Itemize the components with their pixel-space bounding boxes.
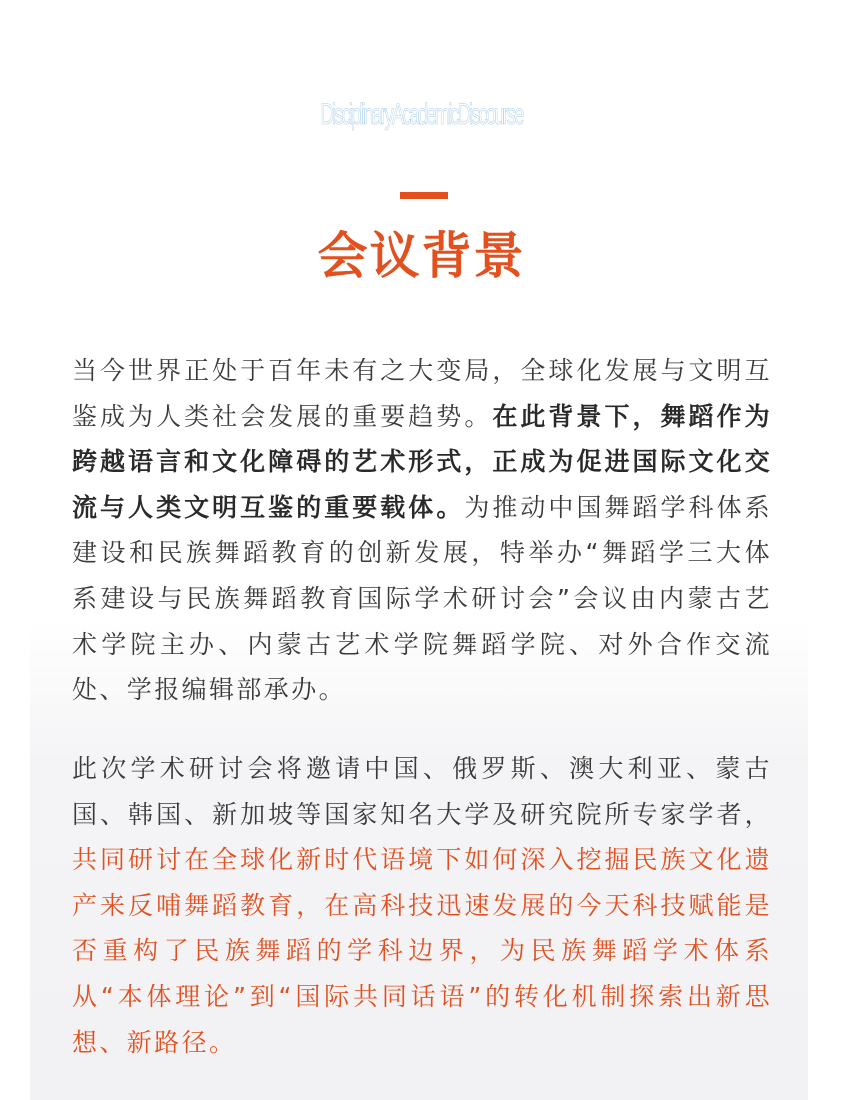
title-accent-bar: [400, 192, 448, 199]
paragraph-1-rest: 为推动中国舞蹈学科体系建设和民族舞蹈教育的创新发展，特举办“舞蹈学三大体系建设与民族舞蹈教育国际学术研讨会”会议由内蒙古艺术学院主办、内蒙古艺术学院舞蹈学院、对外合作交流处、学报编辑部承办。: [72, 492, 772, 705]
section-title: 会议背景: [317, 227, 526, 285]
paragraph-1-intro: 当今世界正处于百年未有之大变局，全球化发展与文明互鉴成为人类社会发展的重要趋势。: [72, 356, 772, 431]
paragraph-1-bold: 在此背景下，舞蹈作为跨越语言和文化障碍的艺术形式，正成为促进国际文化交流与人类文明互鉴的重要载体。: [72, 401, 772, 522]
paragraph-2-intro: 此次学术研讨会将邀请中国、俄罗斯、澳大利亚、蒙古国、韩国、新加坡等国家知名大学及研究院所专家学者，: [72, 754, 772, 829]
paragraph-2-highlight: 共同研讨在全球化新时代语境下如何深入挖掘民族文化遗产来反哺舞蹈教育，在高科技迅速发展的今天科技赋能是否重构了民族舞蹈的学科边界，为民族舞蹈学术体系从“本体理论”到“国际共同话语”的转化机制探索出新思想、新路径。: [72, 845, 772, 1057]
background-paragraph-1: [72, 348, 772, 713]
background-paragraph-2: [72, 746, 772, 1065]
english-tagline: DisciplinaryAcademicDiscourse: [320, 98, 523, 131]
